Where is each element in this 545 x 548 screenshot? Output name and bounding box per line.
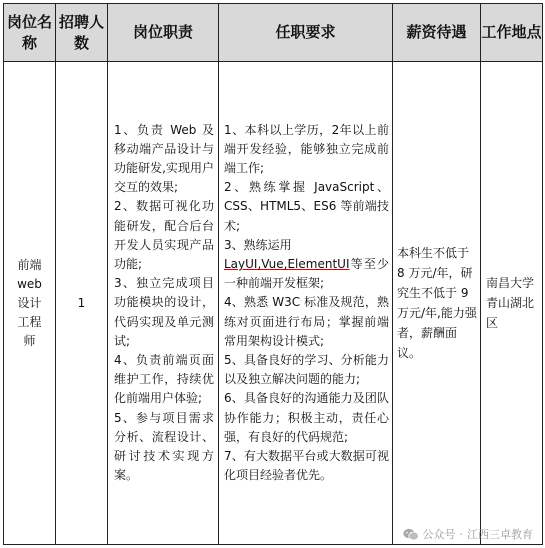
- requirement-item: 5、具备良好的学习、分析能力以及独立解决问题的能力;: [224, 353, 389, 387]
- requirement-item: 2、熟练掌握 JavaScript、CSS、HTML5、ES6 等前端技术;: [224, 180, 389, 233]
- watermark-account: 江西三卓教育: [467, 528, 533, 541]
- requirement-item: 7、有大数据平台或大数据可视化项目经验者优先。: [224, 449, 389, 483]
- watermark-platform: 公众号: [422, 528, 456, 541]
- duty-item: 3、独立完成项目功能模块的设计，代码实现及单元测试;: [114, 276, 214, 348]
- job-row: [4, 62, 543, 545]
- duty-item: 2、数据可视化功能研发，配合后台开发人员实现产品功能;: [114, 199, 214, 271]
- requirement-3-rest: 等至少一种前端开发框架;: [224, 256, 389, 291]
- requirement-item: 6、具备良好的沟通能力及团队协作能力；积极主动，责任心强，有良好的代码规范;: [224, 391, 389, 444]
- requirement-item: 4、熟悉 W3C 标准及规范，熟练对页面进行布局；掌握前端常用架构设计模式;: [224, 295, 389, 348]
- wechat-icon: [403, 528, 419, 541]
- job-table: [3, 3, 543, 545]
- header-position: 岗位名称: [4, 4, 56, 62]
- header-row: [4, 4, 543, 62]
- location-cell: 南昌大学青山湖北区: [481, 62, 543, 545]
- header-salary: 薪资待遇: [393, 4, 481, 62]
- duty-item: 4、负责前端页面维护工作，持续优化前端用户体验;: [114, 353, 214, 406]
- requirement-3-title: 3、熟练运用: [224, 237, 292, 252]
- framework-list: LayUI,Vue,ElementUI: [224, 256, 350, 271]
- duty-item: 1、负责 Web 及移动端产品设计与功能研发,实现用户交互的效果;: [114, 122, 214, 195]
- watermark-separator: ·: [459, 527, 463, 541]
- requirement-item: 1、本科以上学历，2年以上前端开发经验，能够独立完成前端工作;: [224, 122, 389, 175]
- position-name: 前端web设计工程师: [17, 257, 42, 348]
- header-duties: 岗位职责: [108, 4, 219, 62]
- duties-cell: [108, 62, 219, 545]
- header-location: 工作地点: [481, 4, 543, 62]
- salary-cell: 本科生不低于 8 万元/年，研究生不低于 9 万元/年,能力强者，薪酬面议。: [393, 62, 481, 545]
- position-cell: [4, 62, 56, 545]
- watermark: [403, 526, 534, 542]
- requirements-cell: [219, 62, 393, 545]
- duty-item: 5、参与项目需求分析、流程设计、研讨技术实现方案。: [114, 410, 214, 483]
- requirement-item: [224, 236, 389, 294]
- header-requirements: 任职要求: [219, 4, 393, 62]
- count-cell: 1: [56, 62, 108, 545]
- header-count: 招聘人数: [56, 4, 108, 62]
